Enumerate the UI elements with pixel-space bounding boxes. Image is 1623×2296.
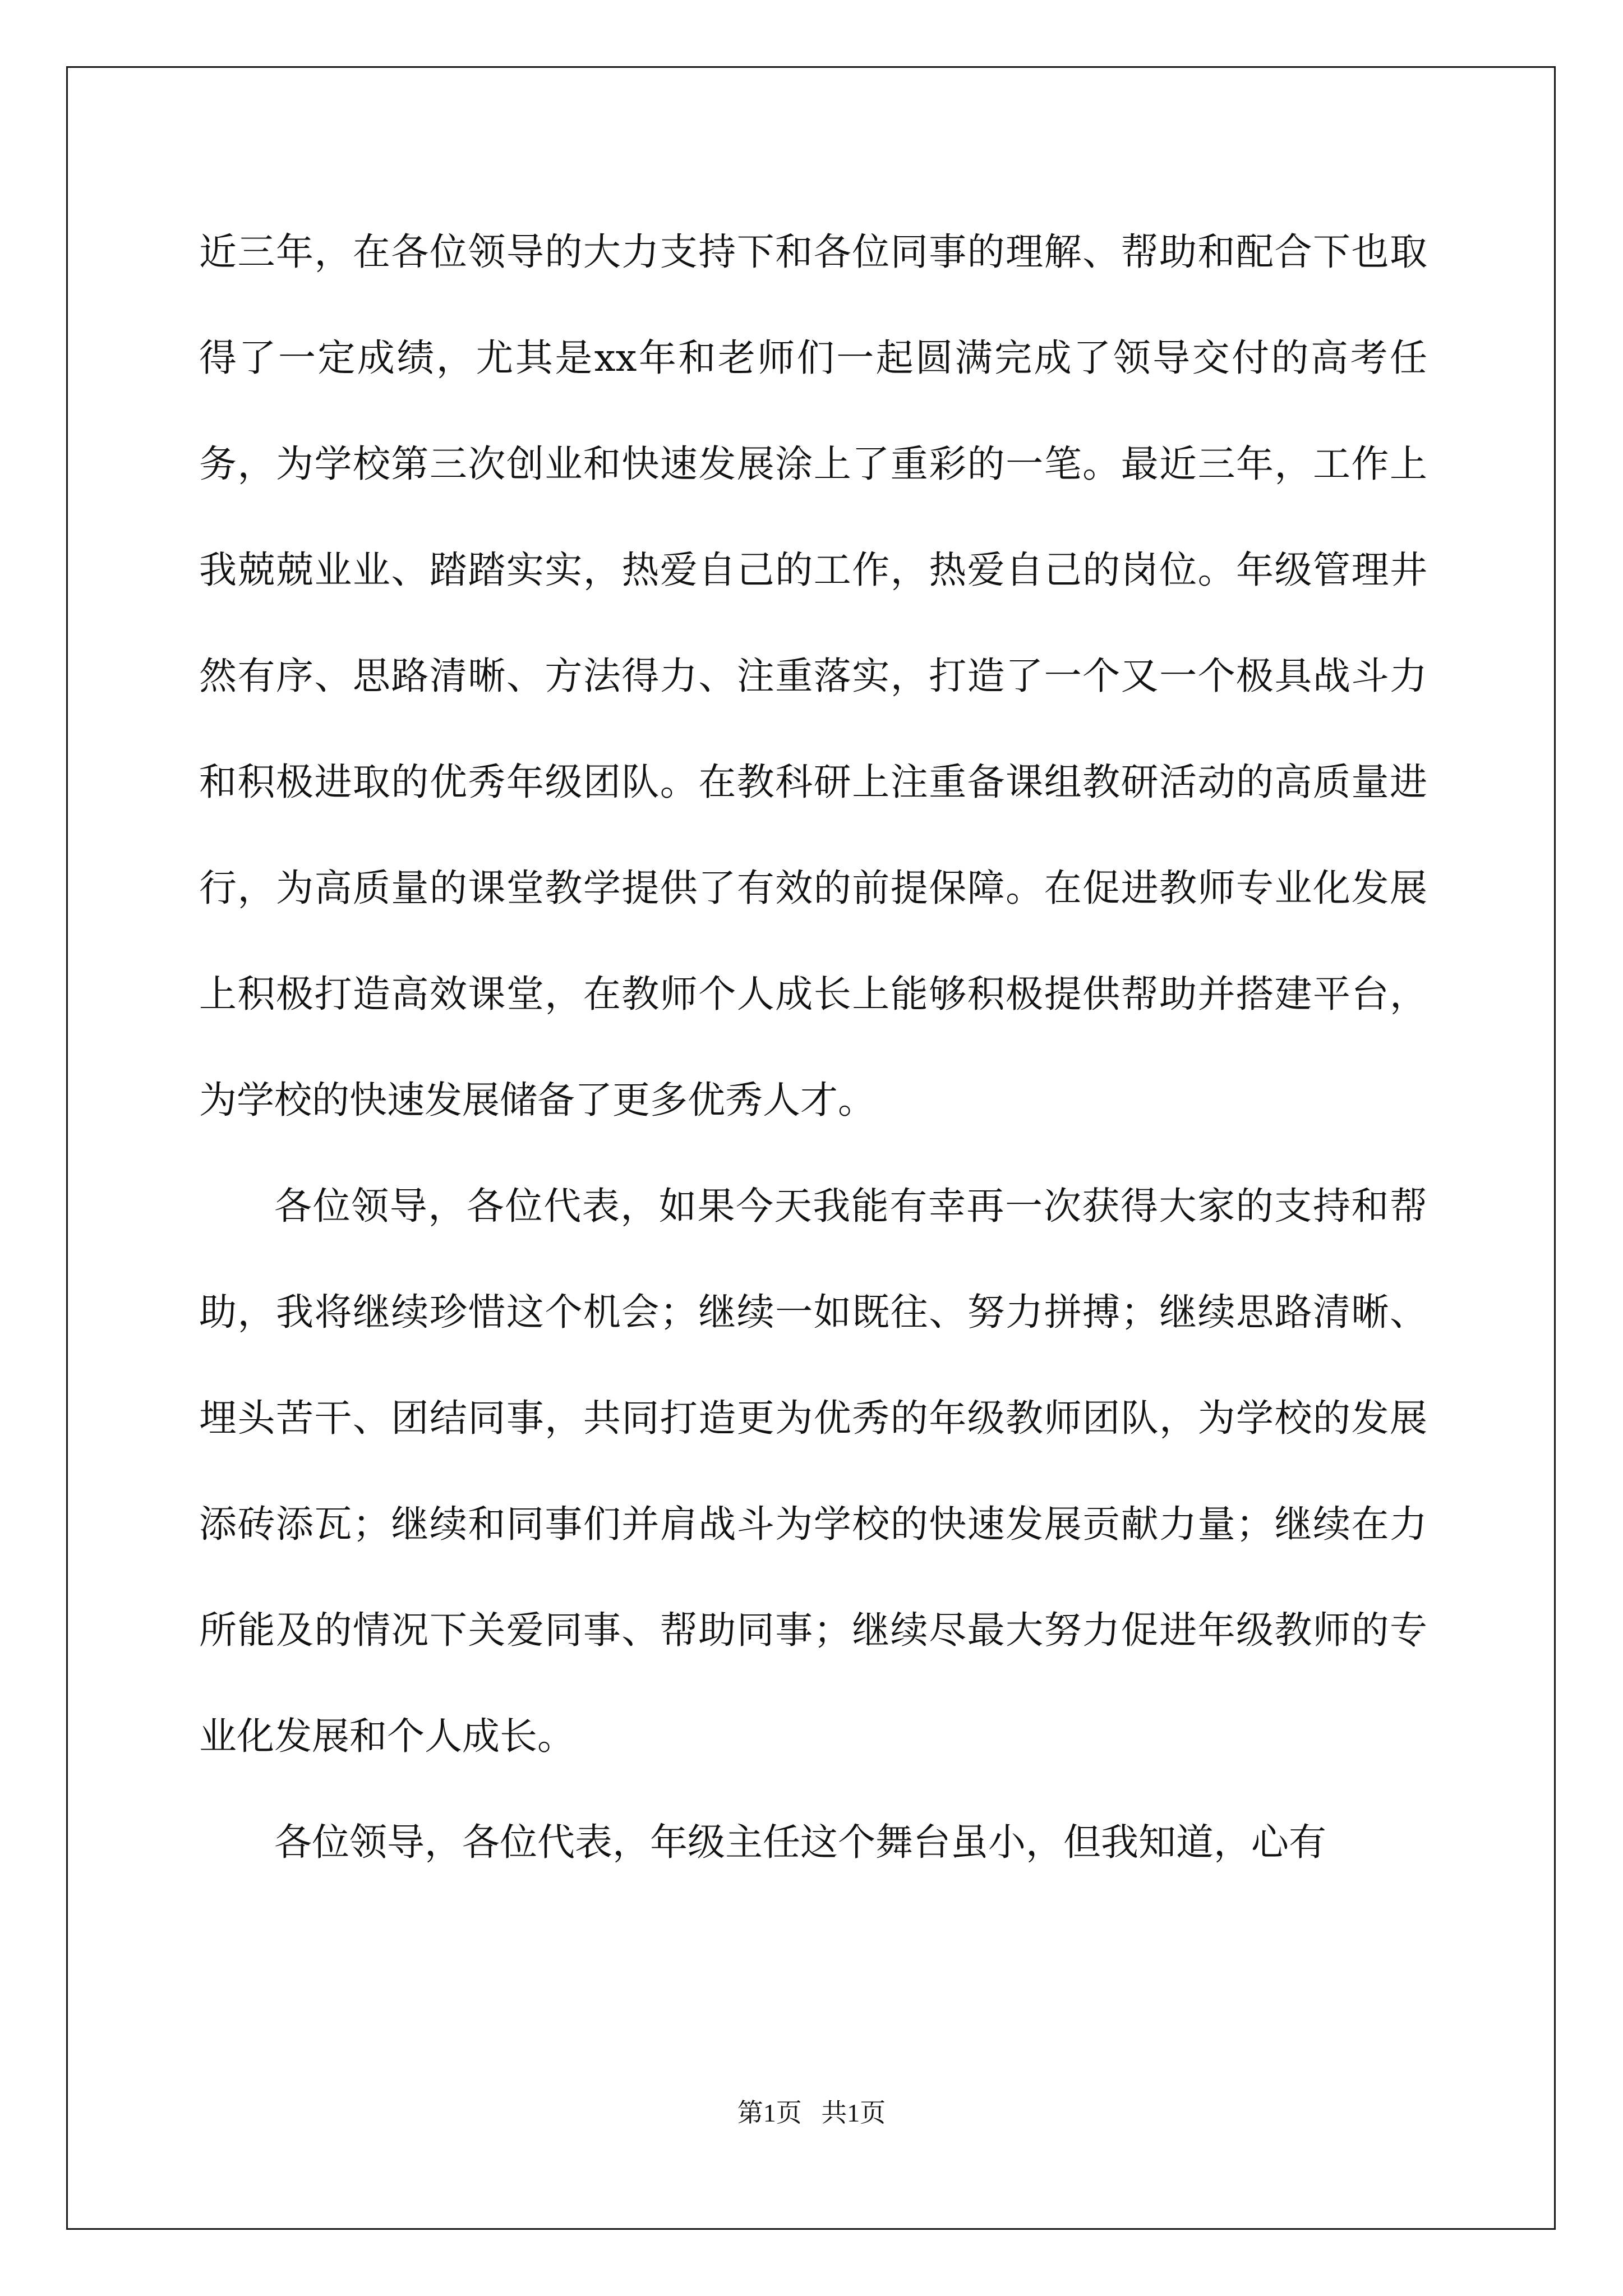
- paragraph-2: 各位领导，各位代表，如果今天我能有幸再一次获得大家的支持和帮助，我将继续珍惜这个机会；继续一如既往、努力拼搏；继续思路清晰、埋头苦干、团结同事，共同打造更为优秀的年级教师团队，为学校的发展添砖添瓦；继续和同事们并肩战斗为学校的快速发展贡献力量；继续在力所能及的情况下关爱同事、帮助同事；继续尽最大努力促进年级教师的专业化发展和个人成长。: [199, 1184, 1427, 1758]
- document-body: [199, 199, 1427, 1895]
- page-footer: 第1页 共1页: [737, 2099, 886, 2127]
- paragraph-1: 近三年，在各位领导的大力支持下和各位同事的理解、帮助和配合下也取得了一定成绩，尤其是xx年和老师们一起圆满完成了领导交付的高考任务，为学校第三次创业和快速发展涂上了重彩的一笔。最近三年，工作上我兢兢业业、踏踏实实，热爱自己的工作，热爱自己的岗位。年级管理井然有序、思路清晰、方法得力、注重落实，打造了一个又一个极具战斗力和积极进取的优秀年级团队。在教科研上注重备课组教研活动的高质量进行，为高质量的课堂教学提供了有效的前提保障。在促进教师专业化发展上积极打造高效课堂，在教师个人成长上能够积极提供帮助并搭建平台，为学校的快速发展储备了更多优秀人才。: [199, 230, 1427, 1122]
- paragraph-3: 各位领导，各位代表，年级主任这个舞台虽小，但我知道，心有: [274, 1820, 1326, 1864]
